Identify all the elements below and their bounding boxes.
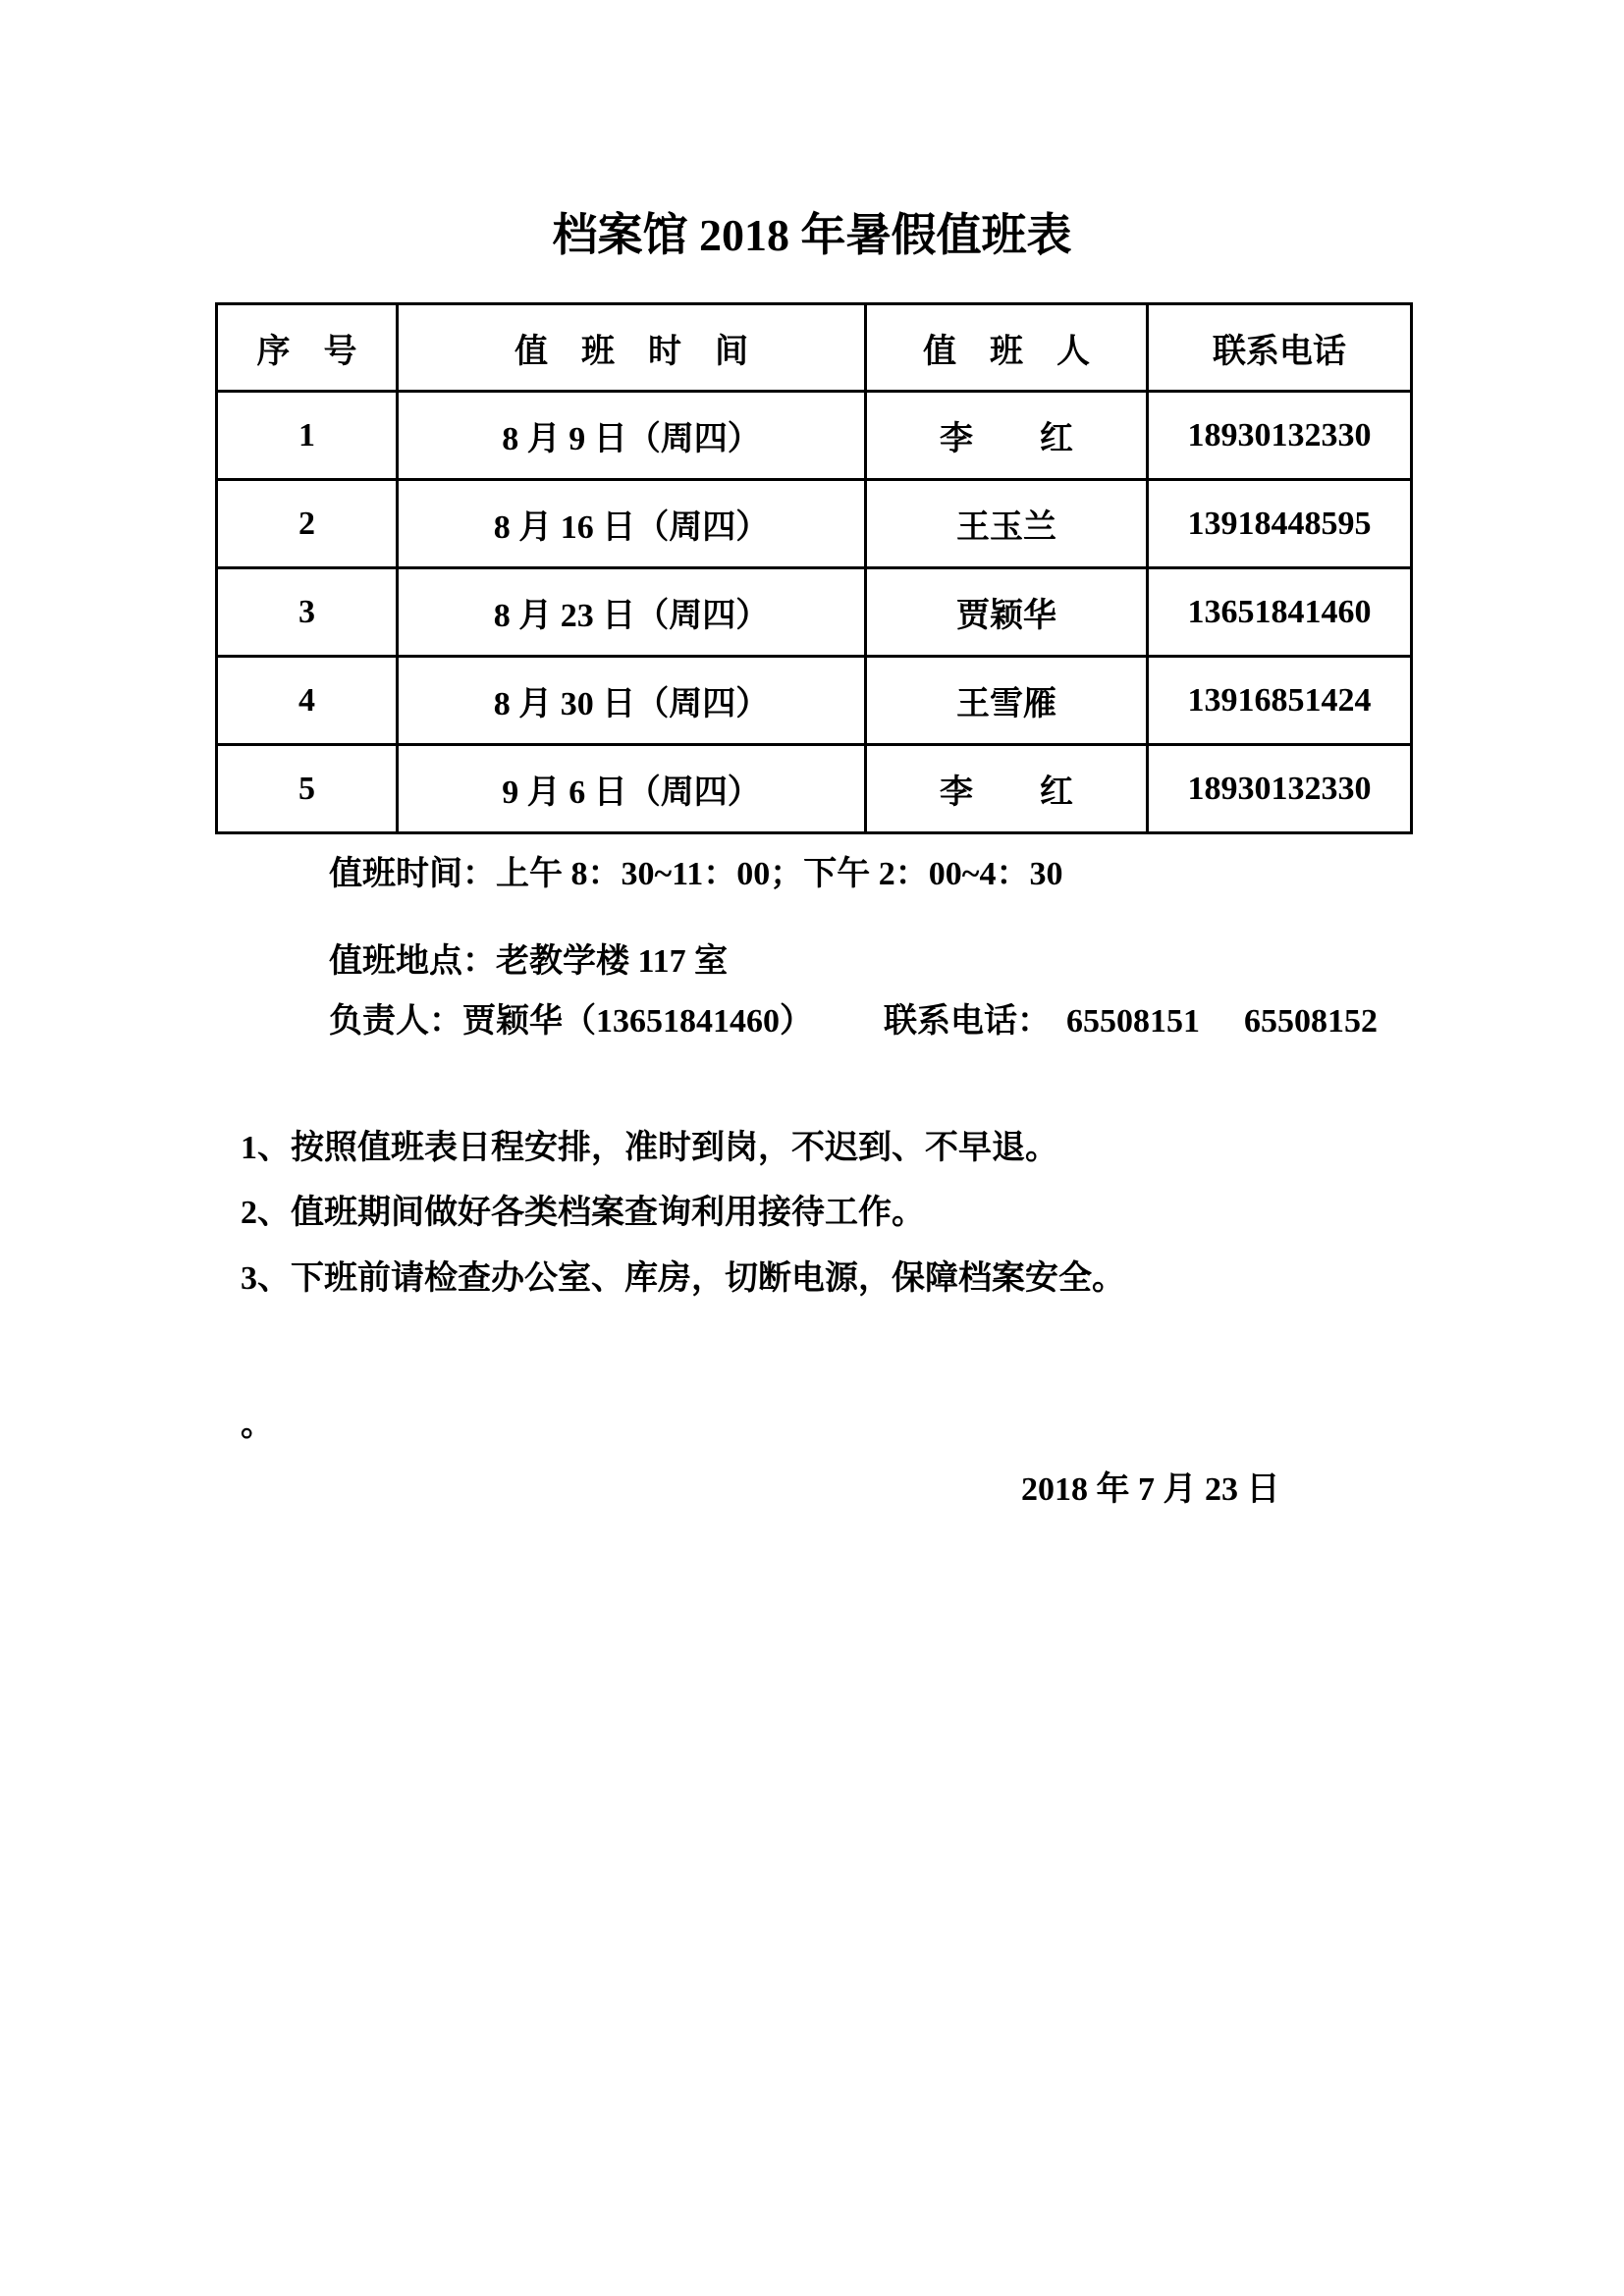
rule-item-2: 2、值班期间做好各类档案查询利用接待工作。 — [241, 1195, 925, 1231]
duty-schedule-table — [215, 302, 1413, 834]
header-serial-number: 序 号 — [217, 304, 398, 392]
cell-serial: 2 — [217, 480, 398, 568]
cell-duty-date: 9 月 6 日（周四） — [398, 745, 866, 833]
cell-phone: 18930132330 — [1148, 392, 1412, 480]
cell-duty-date: 8 月 16 日（周四） — [398, 480, 866, 568]
table-header-row — [217, 304, 1412, 392]
table-row — [217, 568, 1412, 657]
header-duty-time: 值 班 时 间 — [398, 304, 866, 392]
stray-period: 。 — [241, 1407, 274, 1443]
rule-item-3: 3、下班前请检查办公室、库房，切断电源，保障档案安全。 — [241, 1260, 1125, 1297]
contact-phone-number-2: 65508152 — [1244, 1003, 1378, 1040]
duty-time-note: 值班时间：上午 8：30~11：00；下午 2：00~4：30 — [329, 856, 1063, 892]
table-row — [217, 392, 1412, 480]
duty-place-note: 值班地点：老教学楼 117 室 — [329, 943, 729, 980]
manager-contact-line — [329, 1003, 1378, 1040]
cell-duty-date: 8 月 30 日（周四） — [398, 657, 866, 745]
cell-person: 贾颖华 — [866, 568, 1148, 657]
manager-info: 负责人：贾颖华（13651841460） — [329, 1003, 813, 1040]
document-date: 2018 年 7 月 23 日 — [1021, 1471, 1280, 1508]
cell-phone: 18930132330 — [1148, 745, 1412, 833]
cell-person: 李 红 — [866, 745, 1148, 833]
table-row — [217, 745, 1412, 833]
contact-phone-label: 联系电话： — [884, 1003, 1051, 1040]
cell-person: 李 红 — [866, 392, 1148, 480]
cell-duty-date: 8 月 9 日（周四） — [398, 392, 866, 480]
cell-serial: 4 — [217, 657, 398, 745]
cell-person: 王雪雁 — [866, 657, 1148, 745]
cell-phone: 13651841460 — [1148, 568, 1412, 657]
header-duty-person: 值 班 人 — [866, 304, 1148, 392]
cell-serial: 5 — [217, 745, 398, 833]
cell-serial: 3 — [217, 568, 398, 657]
cell-phone: 13918448595 — [1148, 480, 1412, 568]
cell-serial: 1 — [217, 392, 398, 480]
table-row — [217, 657, 1412, 745]
header-contact-phone: 联系电话 — [1148, 304, 1412, 392]
document-title: 档案馆 2018 年暑假值班表 — [552, 210, 1072, 260]
cell-phone: 13916851424 — [1148, 657, 1412, 745]
table-row — [217, 480, 1412, 568]
contact-phone-number-1: 65508151 — [1066, 1003, 1200, 1040]
cell-person: 王玉兰 — [866, 480, 1148, 568]
cell-duty-date: 8 月 23 日（周四） — [398, 568, 866, 657]
rule-item-1: 1、按照值班表日程安排，准时到岗，不迟到、不早退。 — [241, 1130, 1058, 1166]
